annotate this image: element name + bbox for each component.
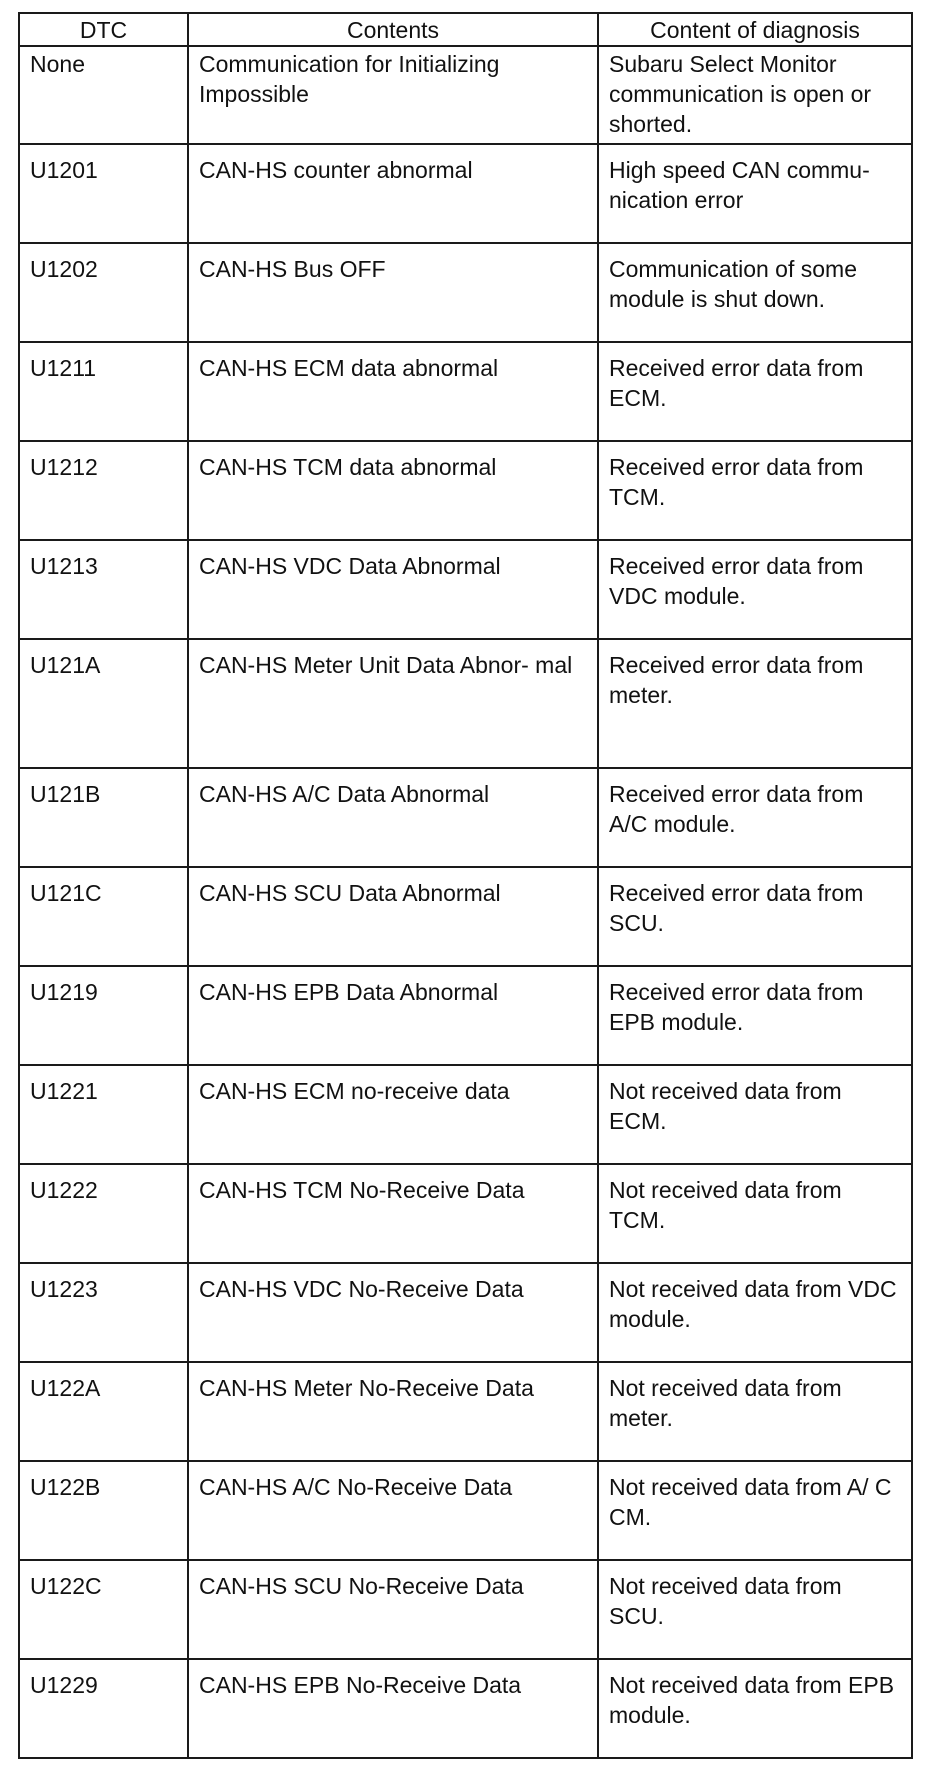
cell-diagnosis: Received error data from EPB module.: [598, 966, 912, 1065]
table-row: [19, 144, 912, 243]
cell-contents: CAN-HS SCU Data Abnormal: [188, 867, 598, 966]
cell-dtc: U1223: [19, 1263, 188, 1362]
cell-diagnosis: Communication of some module is shut down.: [598, 243, 912, 342]
header-dtc: DTC: [19, 13, 188, 46]
cell-contents: CAN-HS EPB Data Abnormal: [188, 966, 598, 1065]
cell-dtc: U1222: [19, 1164, 188, 1263]
cell-contents: CAN-HS ECM no-receive data: [188, 1065, 598, 1164]
dtc-table: [18, 12, 913, 1759]
cell-contents: CAN-HS VDC No-Receive Data: [188, 1263, 598, 1362]
table-row: [19, 768, 912, 867]
cell-dtc: U1202: [19, 243, 188, 342]
cell-dtc: U1221: [19, 1065, 188, 1164]
cell-diagnosis: High speed CAN commu- nication error: [598, 144, 912, 243]
table-row: [19, 1164, 912, 1263]
cell-dtc: U122A: [19, 1362, 188, 1461]
table-row: [19, 1263, 912, 1362]
cell-diagnosis: Subaru Select Monitor communication is open or shorted.: [598, 46, 912, 144]
cell-contents: CAN-HS Bus OFF: [188, 243, 598, 342]
cell-diagnosis: Not received data from TCM.: [598, 1164, 912, 1263]
cell-contents: CAN-HS EPB No-Receive Data: [188, 1659, 598, 1758]
table-row: [19, 540, 912, 639]
cell-dtc: U122B: [19, 1461, 188, 1560]
cell-contents: CAN-HS TCM No-Receive Data: [188, 1164, 598, 1263]
table-row: [19, 441, 912, 540]
cell-diagnosis: Received error data from meter.: [598, 639, 912, 768]
cell-dtc: U1212: [19, 441, 188, 540]
cell-diagnosis: Received error data from A/C module.: [598, 768, 912, 867]
cell-dtc: U121B: [19, 768, 188, 867]
cell-dtc: U1201: [19, 144, 188, 243]
table-row: [19, 342, 912, 441]
cell-contents: CAN-HS counter abnormal: [188, 144, 598, 243]
cell-diagnosis: Not received data from meter.: [598, 1362, 912, 1461]
table-row: [19, 639, 912, 768]
cell-contents: CAN-HS A/C Data Abnormal: [188, 768, 598, 867]
cell-diagnosis: Received error data from ECM.: [598, 342, 912, 441]
cell-dtc: U121A: [19, 639, 188, 768]
cell-diagnosis: Received error data from SCU.: [598, 867, 912, 966]
header-contents: Contents: [188, 13, 598, 46]
table-row: [19, 1461, 912, 1560]
cell-dtc: U1229: [19, 1659, 188, 1758]
cell-contents: CAN-HS ECM data abnormal: [188, 342, 598, 441]
table-row: [19, 966, 912, 1065]
cell-dtc: U121C: [19, 867, 188, 966]
cell-diagnosis: Not received data from A/ C CM.: [598, 1461, 912, 1560]
cell-dtc: U1213: [19, 540, 188, 639]
cell-diagnosis: Not received data from ECM.: [598, 1065, 912, 1164]
table-row: [19, 1065, 912, 1164]
cell-contents: CAN-HS VDC Data Abnormal: [188, 540, 598, 639]
cell-contents: CAN-HS TCM data abnormal: [188, 441, 598, 540]
cell-diagnosis: Not received data from VDC module.: [598, 1263, 912, 1362]
cell-diagnosis: Received error data from TCM.: [598, 441, 912, 540]
cell-dtc: U1211: [19, 342, 188, 441]
cell-contents: CAN-HS SCU No-Receive Data: [188, 1560, 598, 1659]
header-row: [19, 13, 912, 46]
cell-diagnosis: Not received data from EPB module.: [598, 1659, 912, 1758]
cell-contents: Communication for Initializing Impossible: [188, 46, 598, 144]
table-row: [19, 1362, 912, 1461]
cell-contents: CAN-HS A/C No-Receive Data: [188, 1461, 598, 1560]
cell-contents: CAN-HS Meter Unit Data Abnor- mal: [188, 639, 598, 768]
table-row: [19, 243, 912, 342]
cell-contents: CAN-HS Meter No-Receive Data: [188, 1362, 598, 1461]
cell-diagnosis: Not received data from SCU.: [598, 1560, 912, 1659]
cell-diagnosis: Received error data from VDC module.: [598, 540, 912, 639]
table-row: [19, 1659, 912, 1758]
table-row: [19, 867, 912, 966]
table-row: [19, 46, 912, 144]
cell-dtc: None: [19, 46, 188, 144]
table-row: [19, 1560, 912, 1659]
cell-dtc: U1219: [19, 966, 188, 1065]
header-diagnosis: Content of diagnosis: [598, 13, 912, 46]
cell-dtc: U122C: [19, 1560, 188, 1659]
